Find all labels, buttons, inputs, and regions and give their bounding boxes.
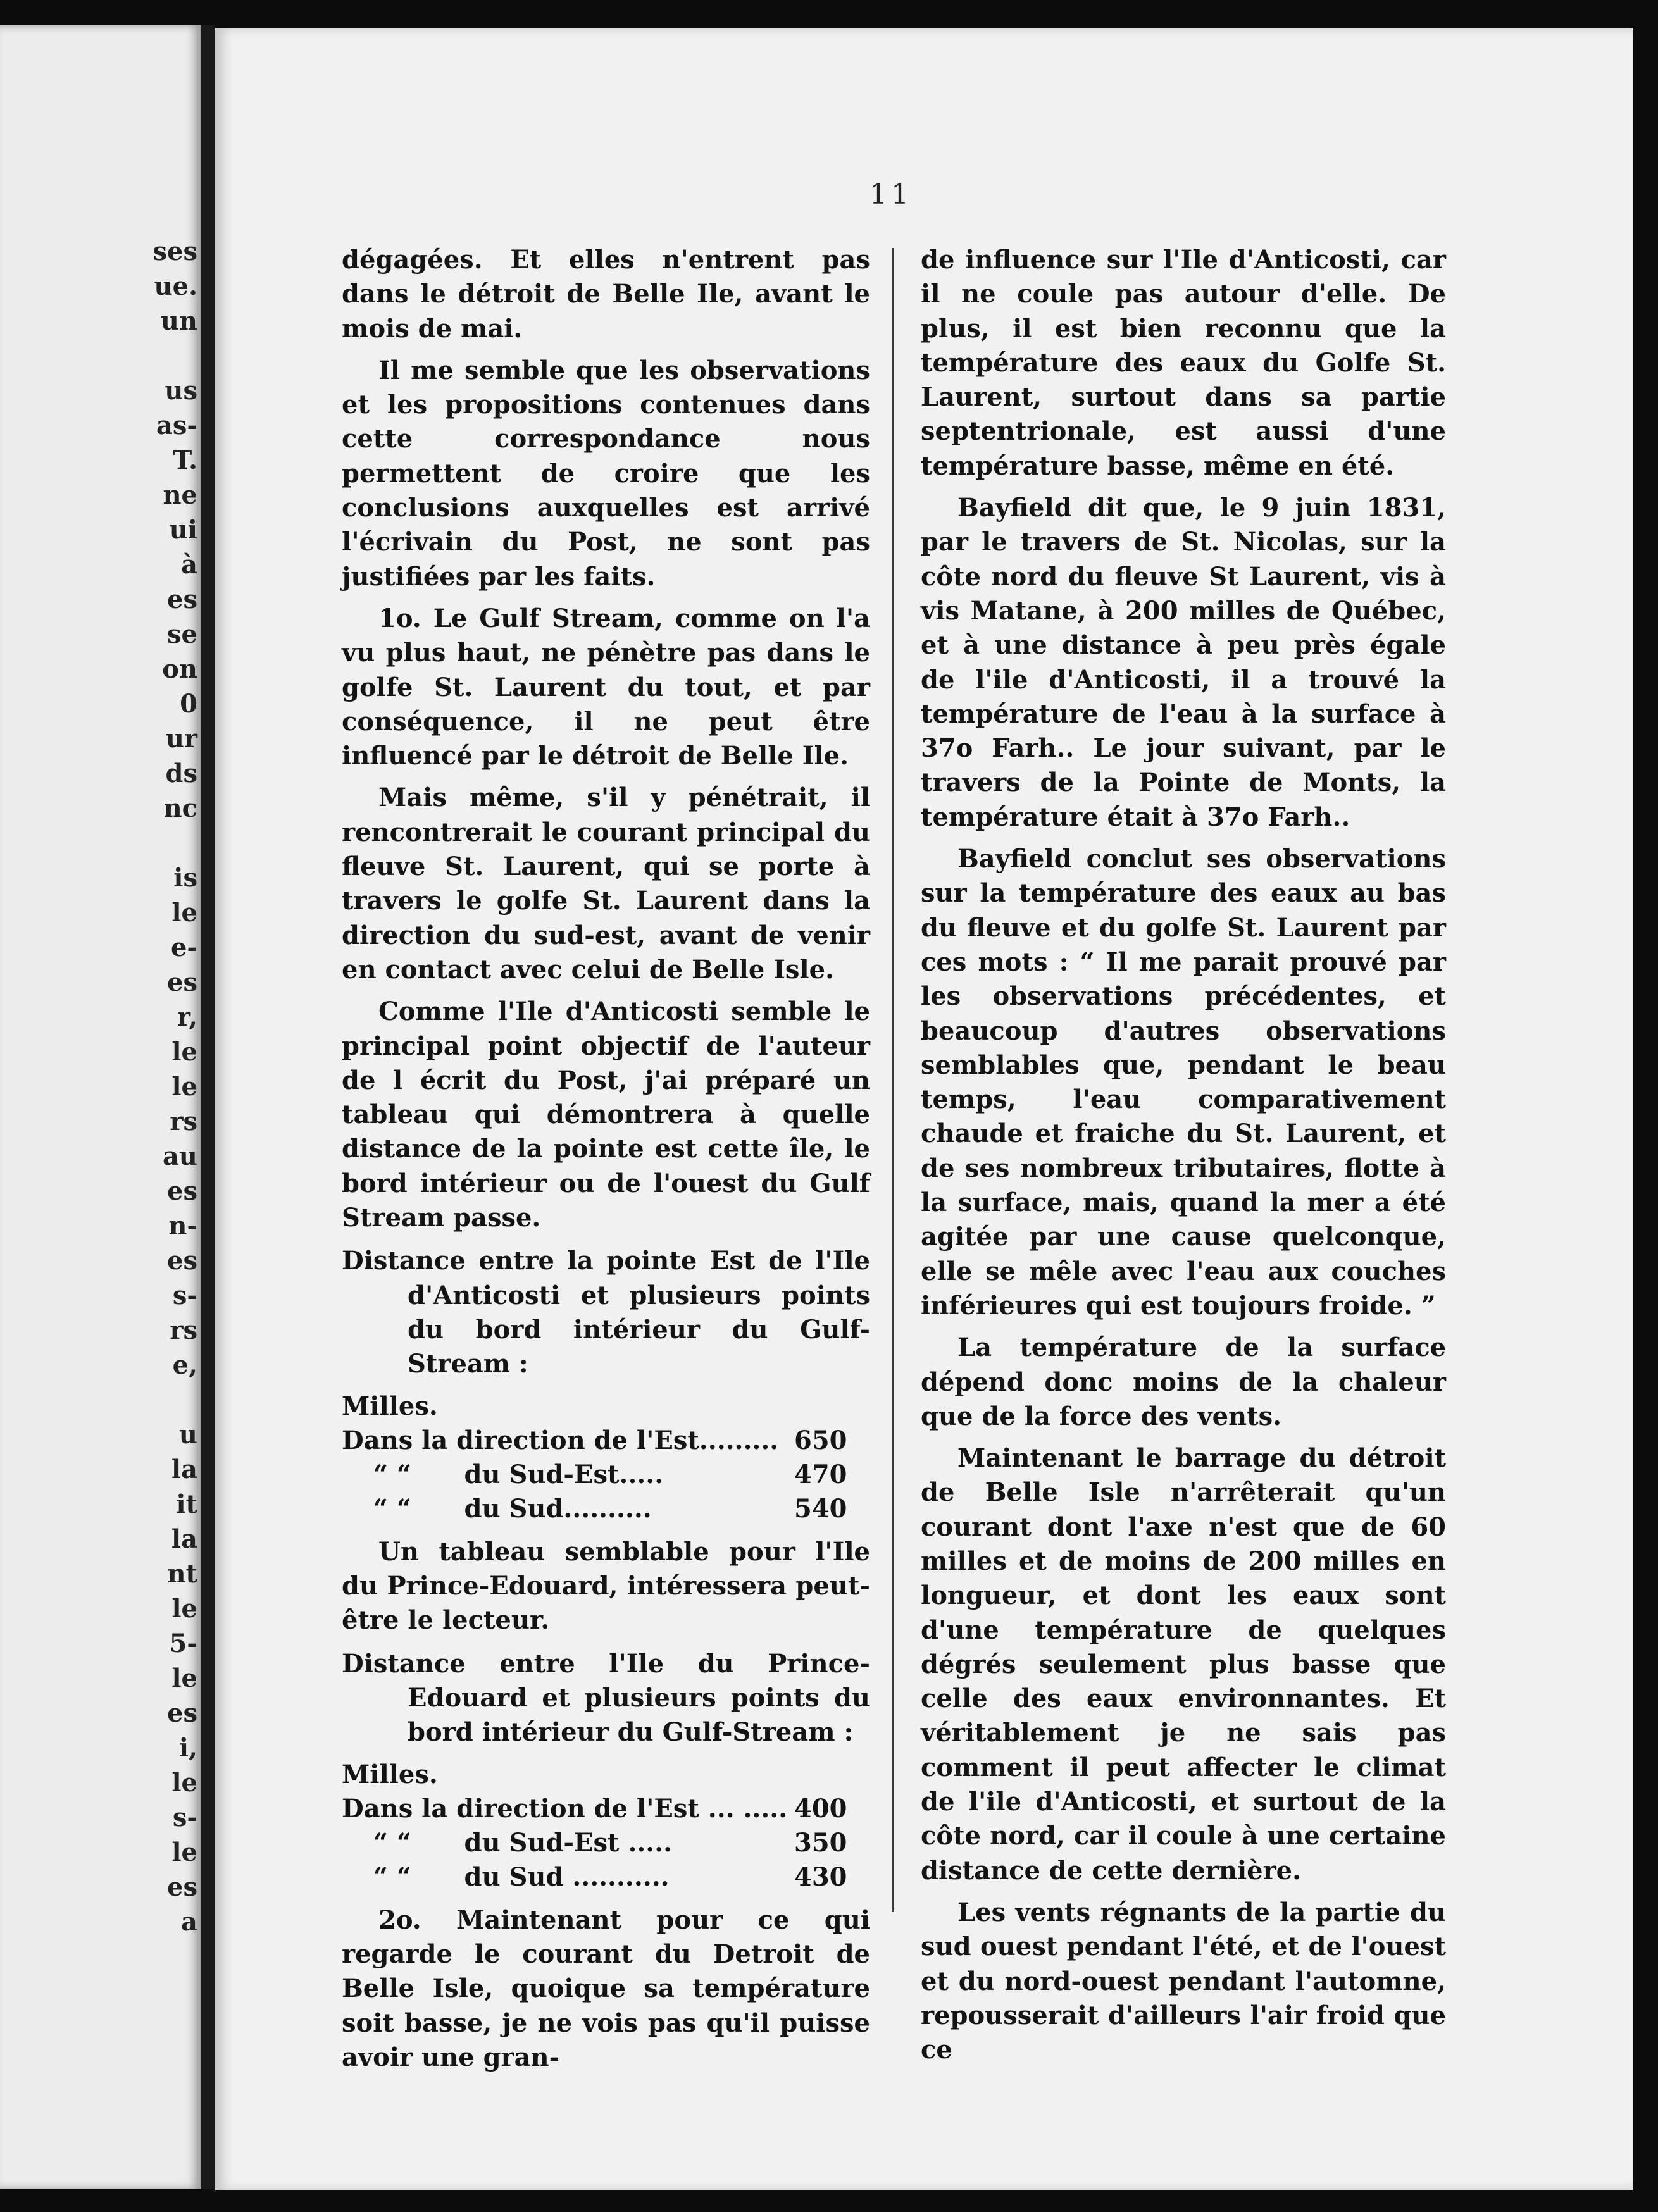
facing-page-fragment: la — [171, 1455, 197, 1484]
facing-page-fragment — [147, 826, 197, 861]
table-row-label: “ “ du Sud.......... — [373, 1493, 652, 1524]
page-number: 11 — [870, 178, 913, 211]
facing-page-edge — [0, 25, 201, 2189]
facing-page-fragment — [147, 1382, 197, 1417]
facing-page-fragment: au — [163, 1141, 197, 1171]
table-row-label: Dans la direction de l'Est......... — [342, 1425, 779, 1455]
table-row-value: 470 — [794, 1459, 847, 1489]
table-row-value: 540 — [794, 1493, 847, 1524]
paragraph: Maintenant le barrage du détroit de Belle Isle n'arrêterait qu'un courant dont l'axe n'est que de 60 milles et de moins de 200 milles en longueur, et dont les eaux sont d'une température de quelques dégrés seulement plus basse que celle des eaux environnantes. Et véritablement je ne sais pas comment il peut affecter le climat de l'ile d'Anticosti, et surtout de la côte nord, car il coule à une certaine distance de cette dernière. — [921, 1443, 1446, 1886]
facing-page-fragment: a — [181, 1907, 197, 1937]
table-row-label: “ “ du Sud ........... — [373, 1861, 670, 1892]
table-unit: Milles. — [342, 1759, 438, 1789]
facing-page-fragment: ue. — [154, 271, 197, 301]
right-column — [921, 243, 1446, 2075]
facing-page-fragment: is — [173, 863, 197, 893]
facing-page-fragment: es — [167, 1872, 197, 1902]
facing-page-fragment: ses — [153, 237, 197, 266]
facing-page-fragment: es — [167, 967, 197, 997]
facing-page-fragment: nc — [163, 793, 197, 823]
facing-page-fragment: n- — [168, 1211, 197, 1241]
facing-page-fragment: es — [167, 585, 197, 614]
table-unit: Milles. — [342, 1391, 438, 1421]
facing-page-fragment — [147, 339, 197, 373]
table-row — [342, 1792, 870, 1826]
facing-page-fragment: 0 — [180, 689, 197, 719]
table-row-value: 650 — [794, 1425, 847, 1455]
paragraph: Bayfield conclut ses observations sur la température des eaux au bas du fleuve et du golfe St. Laurent par ces mots : “ Il me parait prouvé par les observations précédentes, et beaucoup d'autres observations semblables que, pendant le beau temps, l'eau comparativement chaude et fraiche du St. Laurent, et de ses nombreux tributaires, flotte à la surface, mais, quand la mer a été agitée par une cause quelconque, elle se mêle avec l'eau aux couches inférieures qui est toujours froide. ” — [921, 844, 1446, 1320]
facing-page-fragment: i, — [178, 1733, 197, 1763]
table-row — [342, 1424, 870, 1458]
table-row-label: Dans la direction de l'Est ... ..... — [342, 1793, 788, 1824]
table-row — [342, 1492, 870, 1526]
facing-page-fragment: à — [181, 550, 197, 580]
paragraph: Mais même, s'il y pénétrait, il rencontrerait le courant principal du fleuve St. Laurent, qui se porte à travers le golfe St. Laurent dans la direction du sud-est, avant de venir en contact avec celui de Belle Isle. — [342, 783, 870, 985]
facing-page-text-fragments — [147, 234, 197, 1939]
paragraph: Un tableau semblable pour l'Ile du Prince-Edouard, intéressera peut-être le lecteur. — [342, 1536, 870, 1636]
paragraph: Il me semble que les observations et les propositions contenues dans cette correspondance nous permettent de croire que les conclusions auxquelles est arrivé l'écrivain du Post, ne sont pas justifiées par les faits. — [342, 355, 870, 592]
facing-page-fragment: ne — [163, 480, 197, 510]
facing-page-fragment: us — [165, 376, 197, 406]
facing-page-fragment: s- — [172, 1803, 197, 1832]
table-row-label: “ “ du Sud-Est ..... — [373, 1827, 673, 1858]
facing-page-fragment: es — [167, 1246, 197, 1276]
facing-page-fragment: T. — [173, 445, 197, 475]
facing-page-fragment: as- — [156, 411, 197, 440]
paragraph: de influence sur l'Ile d'Anticosti, car il ne coule pas autour d'elle. De plus, il est bien reconnu que la température des eaux du Golfe St. Laurent, surtout dans sa partie septentrionale, est aussi d'une température basse, même en été. — [921, 245, 1446, 481]
facing-page-fragment: le — [171, 898, 197, 928]
table-caption: Distance entre l'Ile du Prince-Edouard et plusieurs points du bord intérieur du Gulf-Stream : — [342, 1648, 870, 1748]
table-row — [342, 1458, 870, 1492]
facing-page-fragment: it — [176, 1489, 197, 1519]
facing-page-fragment: le — [171, 1594, 197, 1624]
facing-page-fragment: se — [167, 619, 197, 649]
facing-page-fragment: le — [171, 1072, 197, 1102]
facing-page-fragment: ur — [165, 724, 197, 754]
facing-page-fragment: le — [171, 1768, 197, 1798]
paragraph: Comme l'Ile d'Anticosti semble le principal point objectif de l'auteur de l écrit du Post, j'ai préparé un tableau qui démontrera à quelle distance de la pointe est cette île, le bord intérieur ou de l'ouest du Gulf Stream passe. — [342, 997, 870, 1233]
paragraph: dégagées. Et elles n'entrent pas dans le détroit de Belle Ile, avant le mois de mai. — [342, 245, 870, 344]
facing-page-fragment: ds — [165, 759, 197, 788]
facing-page-fragment: le — [171, 1037, 197, 1067]
facing-page-fragment: e, — [172, 1350, 197, 1380]
paragraph: Les vents régnants de la partie du sud ouest pendant l'été, et de l'ouest et du nord-ouest pendant l'automne, repousserait d'ailleurs l'air froid que ce — [921, 1897, 1446, 2065]
facing-page-fragment: ui — [169, 515, 197, 545]
distance-table-anticosti — [342, 1424, 870, 1526]
facing-page-fragment: nt — [167, 1559, 197, 1589]
facing-page-fragment: u — [178, 1420, 197, 1450]
table-caption: Distance entre la pointe Est de l'Ile d'Anticosti et plusieurs points du bord intérieur du Gulf-Stream : — [342, 1246, 870, 1379]
paragraph: 2o. Maintenant pour ce qui regarde le courant du Detroit de Belle Isle, quoique sa température soit basse, je ne vois pas qu'il puisse avoir une gran- — [342, 1904, 870, 2073]
facing-page-fragment: on — [162, 654, 197, 684]
paragraph: 1o. Le Gulf Stream, comme on l'a vu plus haut, ne pénètre pas dans le golfe St. Laurent du tout, et par conséquence, il ne peut être influencé par le détroit de Belle Ile. — [342, 603, 870, 771]
facing-page-fragment: rs — [170, 1107, 197, 1136]
distance-table-prince-edouard — [342, 1792, 870, 1894]
book-gutter — [201, 25, 215, 2189]
facing-page-fragment: s- — [172, 1281, 197, 1310]
paragraph: Bayfield dit que, le 9 juin 1831, par le travers de St. Nicolas, sur la côte nord du fleuve St Laurent, vis à vis Matane, à 200 milles de Québec, et à une distance à peu près égale de l'ile d'Anticosti, il a trouvé la température de l'eau à la surface à 37o Farh.. Le jour suivant, par le travers de la Pointe de Monts, la température était à 37o Farh.. — [921, 493, 1446, 832]
paragraph: La température de la surface dépend donc moins de la chaleur que de la force des vents. — [921, 1333, 1446, 1431]
table-row-value: 350 — [794, 1827, 847, 1858]
facing-page-fragment: rs — [170, 1315, 197, 1345]
facing-page-fragment: es — [167, 1698, 197, 1728]
column-divider — [892, 248, 894, 1912]
table-row-value: 400 — [794, 1793, 847, 1824]
left-column — [342, 243, 870, 2082]
facing-page-fragment: la — [171, 1524, 197, 1554]
facing-page-fragment: le — [171, 1663, 197, 1693]
facing-page-fragment: le — [171, 1837, 197, 1867]
table-row — [342, 1860, 870, 1894]
facing-page-fragment: e- — [170, 933, 197, 962]
facing-page-fragment: es — [167, 1176, 197, 1206]
table-row-label: “ “ du Sud-Est..... — [373, 1459, 664, 1489]
facing-page-fragment: un — [160, 306, 197, 336]
table-row-value: 430 — [794, 1861, 847, 1892]
facing-page-fragment: 5- — [169, 1629, 197, 1658]
facing-page-fragment: r, — [177, 1002, 197, 1032]
table-row — [342, 1826, 870, 1860]
